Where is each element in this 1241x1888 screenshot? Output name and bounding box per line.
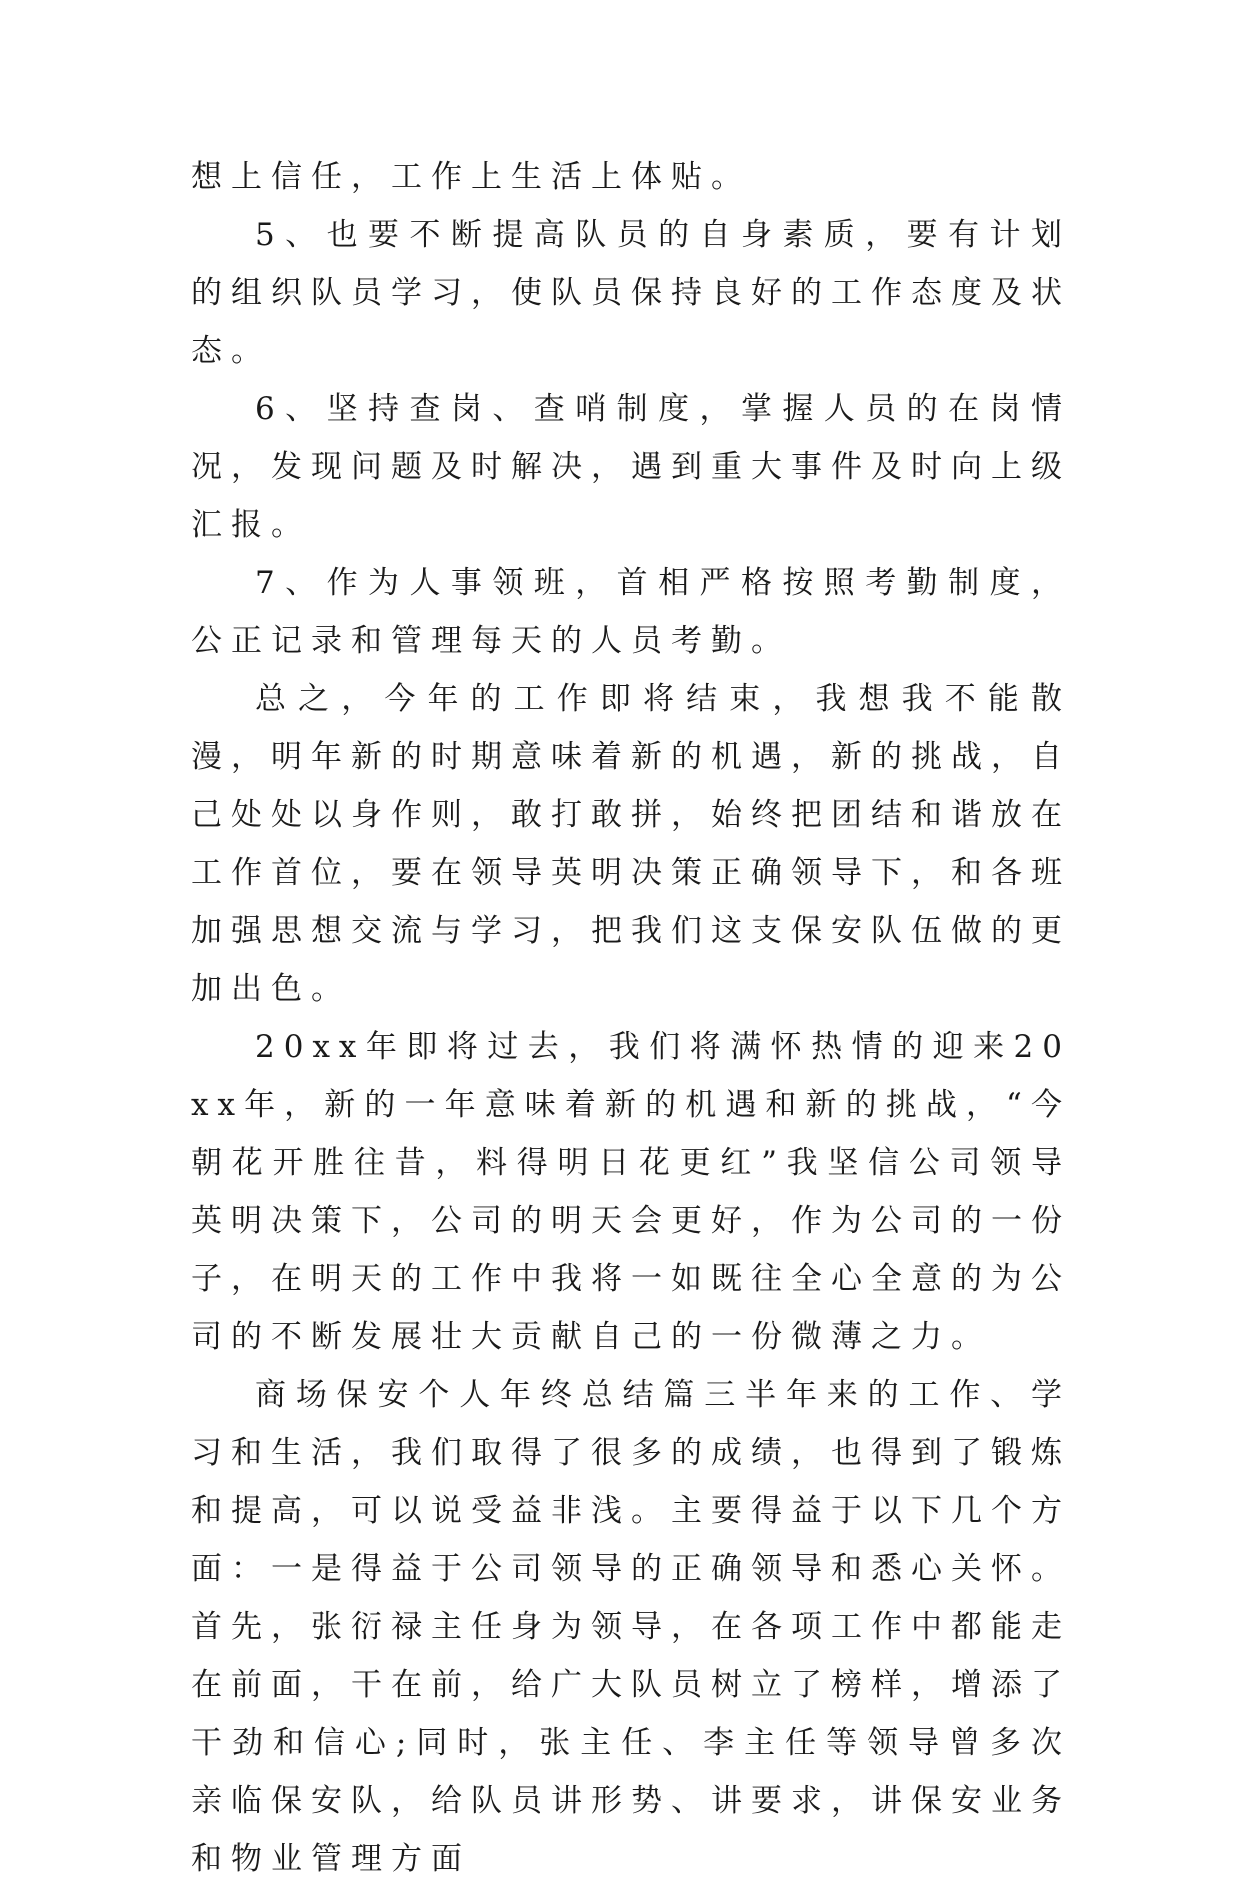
paragraph-summary: 总之，今年的工作即将结束，我想我不能散漫，明年新的时期意味着新的机遇，新的挑战，自己处处以身作则，敢打敢拼，始终把团结和谐放在工作首位，要在领导英明决策正确领导下，和各班加强思想交流与学习，把我们这支保安队伍做的更加出色。 xyxy=(191,681,1071,1007)
paragraph-continuation: 想上信任，工作上生活上体贴。 xyxy=(191,159,751,195)
paragraph-item-5: 5、也要不断提高队员的自身素质，要有计划的组织队员学习，使队员保持良好的工作态度及状态。 xyxy=(191,217,1071,369)
document-body xyxy=(191,148,1071,1888)
paragraph-outlook: 20xx年即将过去，我们将满怀热情的迎来20xx年，新的一年意味着新的机遇和新的挑战，“今朝花开胜往昔，料得明日花更红”我坚信公司领导英明决策下，公司的明天会更好，作为公司的一份子，在明天的工作中我将一如既往全心全意的为公司的不断发展壮大贡献自己的一份微薄之力。 xyxy=(191,1029,1071,1355)
paragraph-section-three: 商场保安个人年终总结篇三半年来的工作、学习和生活，我们取得了很多的成绩，也得到了锻炼和提高，可以说受益非浅。主要得益于以下几个方面：一是得益于公司领导的正确领导和悉心关怀。首先，张衍禄主任身为领导，在各项工作中都能走在前面，干在前，给广大队员树立了榜样，增添了干劲和信心;同时，张主任、李主任等领导曾多次亲临保安队，给队员讲形势、讲要求，讲保安业务和物业管理方面 xyxy=(191,1377,1071,1877)
paragraph-item-7: 7、作为人事领班，首相严格按照考勤制度，公正记录和管理每天的人员考勤。 xyxy=(191,565,1071,659)
paragraph-item-6: 6、坚持查岗、查哨制度，掌握人员的在岗情况，发现问题及时解决，遇到重大事件及时向上级汇报。 xyxy=(191,391,1071,543)
